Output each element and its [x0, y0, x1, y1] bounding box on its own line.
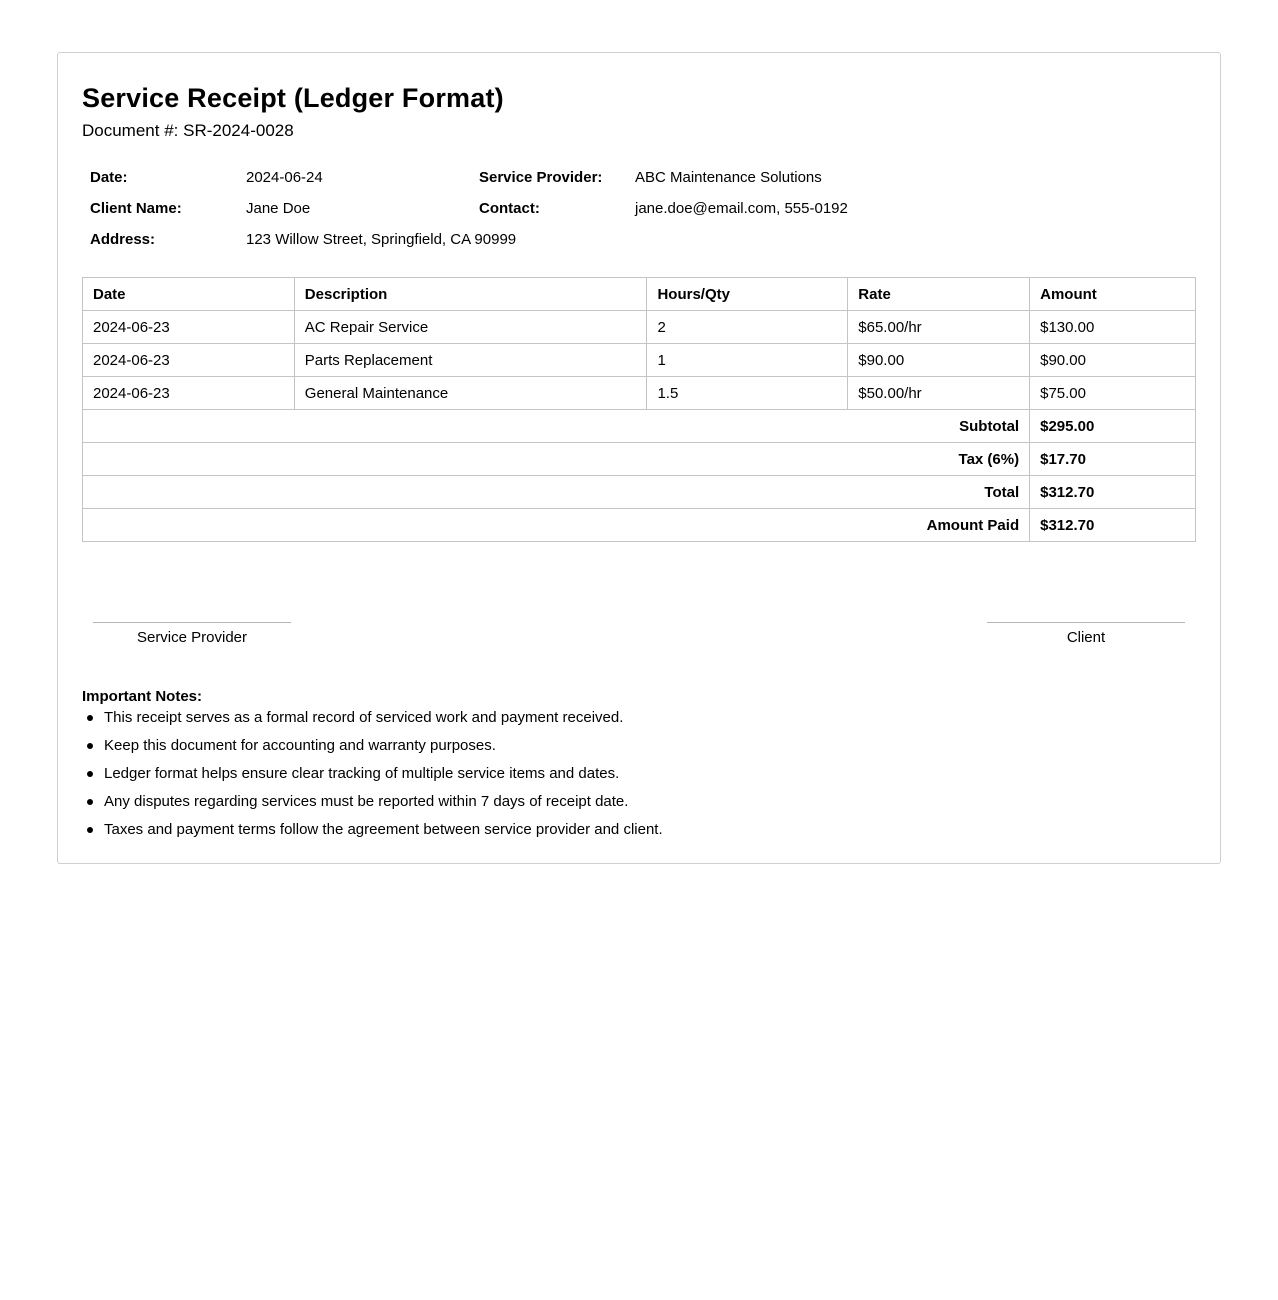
table-row — [83, 377, 1196, 410]
row-rate: $65.00/hr — [848, 311, 1030, 344]
client-name-label: Client Name: — [90, 200, 182, 217]
row-date: 2024-06-23 — [83, 344, 295, 377]
amount-paid-label: Amount Paid — [83, 509, 1030, 542]
important-notes — [82, 687, 663, 840]
list-item — [82, 792, 663, 812]
column-header-amount: Amount — [1030, 278, 1196, 311]
amount-paid-row — [83, 509, 1196, 542]
list-item — [82, 764, 663, 784]
note-text: This receipt serves as a formal record of serviced work and payment received. — [104, 709, 624, 726]
row-rate: $50.00/hr — [848, 377, 1030, 410]
row-amount: $90.00 — [1030, 344, 1196, 377]
tax-label: Tax (6%) — [83, 443, 1030, 476]
bullet-icon — [87, 715, 93, 721]
row-rate: $90.00 — [848, 344, 1030, 377]
row-hours-qty: 1 — [647, 344, 848, 377]
row-amount: $130.00 — [1030, 311, 1196, 344]
row-description: AC Repair Service — [294, 311, 647, 344]
column-header-date: Date — [83, 278, 295, 311]
subtotal-value: $295.00 — [1030, 410, 1196, 443]
page-title: Service Receipt (Ledger Format) — [82, 83, 504, 113]
list-item — [82, 736, 663, 756]
date-value: 2024-06-24 — [246, 169, 323, 186]
list-item — [82, 708, 663, 728]
tax-value: $17.70 — [1030, 443, 1196, 476]
ledger-header-row — [83, 278, 1196, 311]
total-value: $312.70 — [1030, 476, 1196, 509]
subtotal-label: Subtotal — [83, 410, 1030, 443]
service-provider-label: Service Provider: — [479, 169, 603, 186]
note-text: Any disputes regarding services must be reported within 7 days of receipt date. — [104, 793, 629, 810]
row-date: 2024-06-23 — [83, 311, 295, 344]
total-label: Total — [83, 476, 1030, 509]
note-text: Ledger format helps ensure clear tracking of multiple service items and dates. — [104, 765, 620, 782]
note-text: Taxes and payment terms follow the agreement between service provider and client. — [104, 821, 663, 838]
client-signature-label: Client — [1066, 629, 1106, 646]
bullet-icon — [87, 771, 93, 777]
ledger-table — [82, 277, 1196, 542]
bullet-icon — [87, 743, 93, 749]
note-text: Keep this document for accounting and warranty purposes. — [104, 737, 496, 754]
bullet-icon — [87, 827, 93, 833]
row-description: General Maintenance — [294, 377, 647, 410]
contact-value: jane.doe@email.com, 555-0192 — [635, 200, 848, 217]
tax-row — [83, 443, 1196, 476]
column-header-rate: Rate — [848, 278, 1030, 311]
column-header-description: Description — [294, 278, 647, 311]
contact-label: Contact: — [479, 200, 540, 217]
table-row — [83, 344, 1196, 377]
row-hours-qty: 2 — [647, 311, 848, 344]
column-header-hours-qty: Hours/Qty — [647, 278, 848, 311]
subtotal-row — [83, 410, 1196, 443]
table-row — [83, 311, 1196, 344]
total-row — [83, 476, 1196, 509]
address-value: 123 Willow Street, Springfield, CA 90999 — [246, 231, 517, 248]
row-hours-qty: 1.5 — [647, 377, 848, 410]
row-amount: $75.00 — [1030, 377, 1196, 410]
amount-paid-value: $312.70 — [1030, 509, 1196, 542]
address-label: Address: — [90, 231, 156, 248]
list-item — [82, 820, 663, 840]
row-description: Parts Replacement — [294, 344, 647, 377]
service-receipt — [57, 52, 1221, 864]
document-number: Document #: SR-2024-0028 — [82, 121, 294, 140]
service-provider-signature-line — [93, 622, 291, 648]
notes-list — [82, 708, 663, 840]
date-label: Date: — [90, 169, 128, 186]
service-provider-value: ABC Maintenance Solutions — [635, 169, 822, 186]
service-provider-signature-label: Service Provider — [136, 629, 248, 646]
notes-title: Important Notes: — [82, 688, 202, 705]
row-date: 2024-06-23 — [83, 377, 295, 410]
client-signature-line — [987, 622, 1185, 648]
client-name-value: Jane Doe — [246, 200, 311, 217]
bullet-icon — [87, 799, 93, 805]
